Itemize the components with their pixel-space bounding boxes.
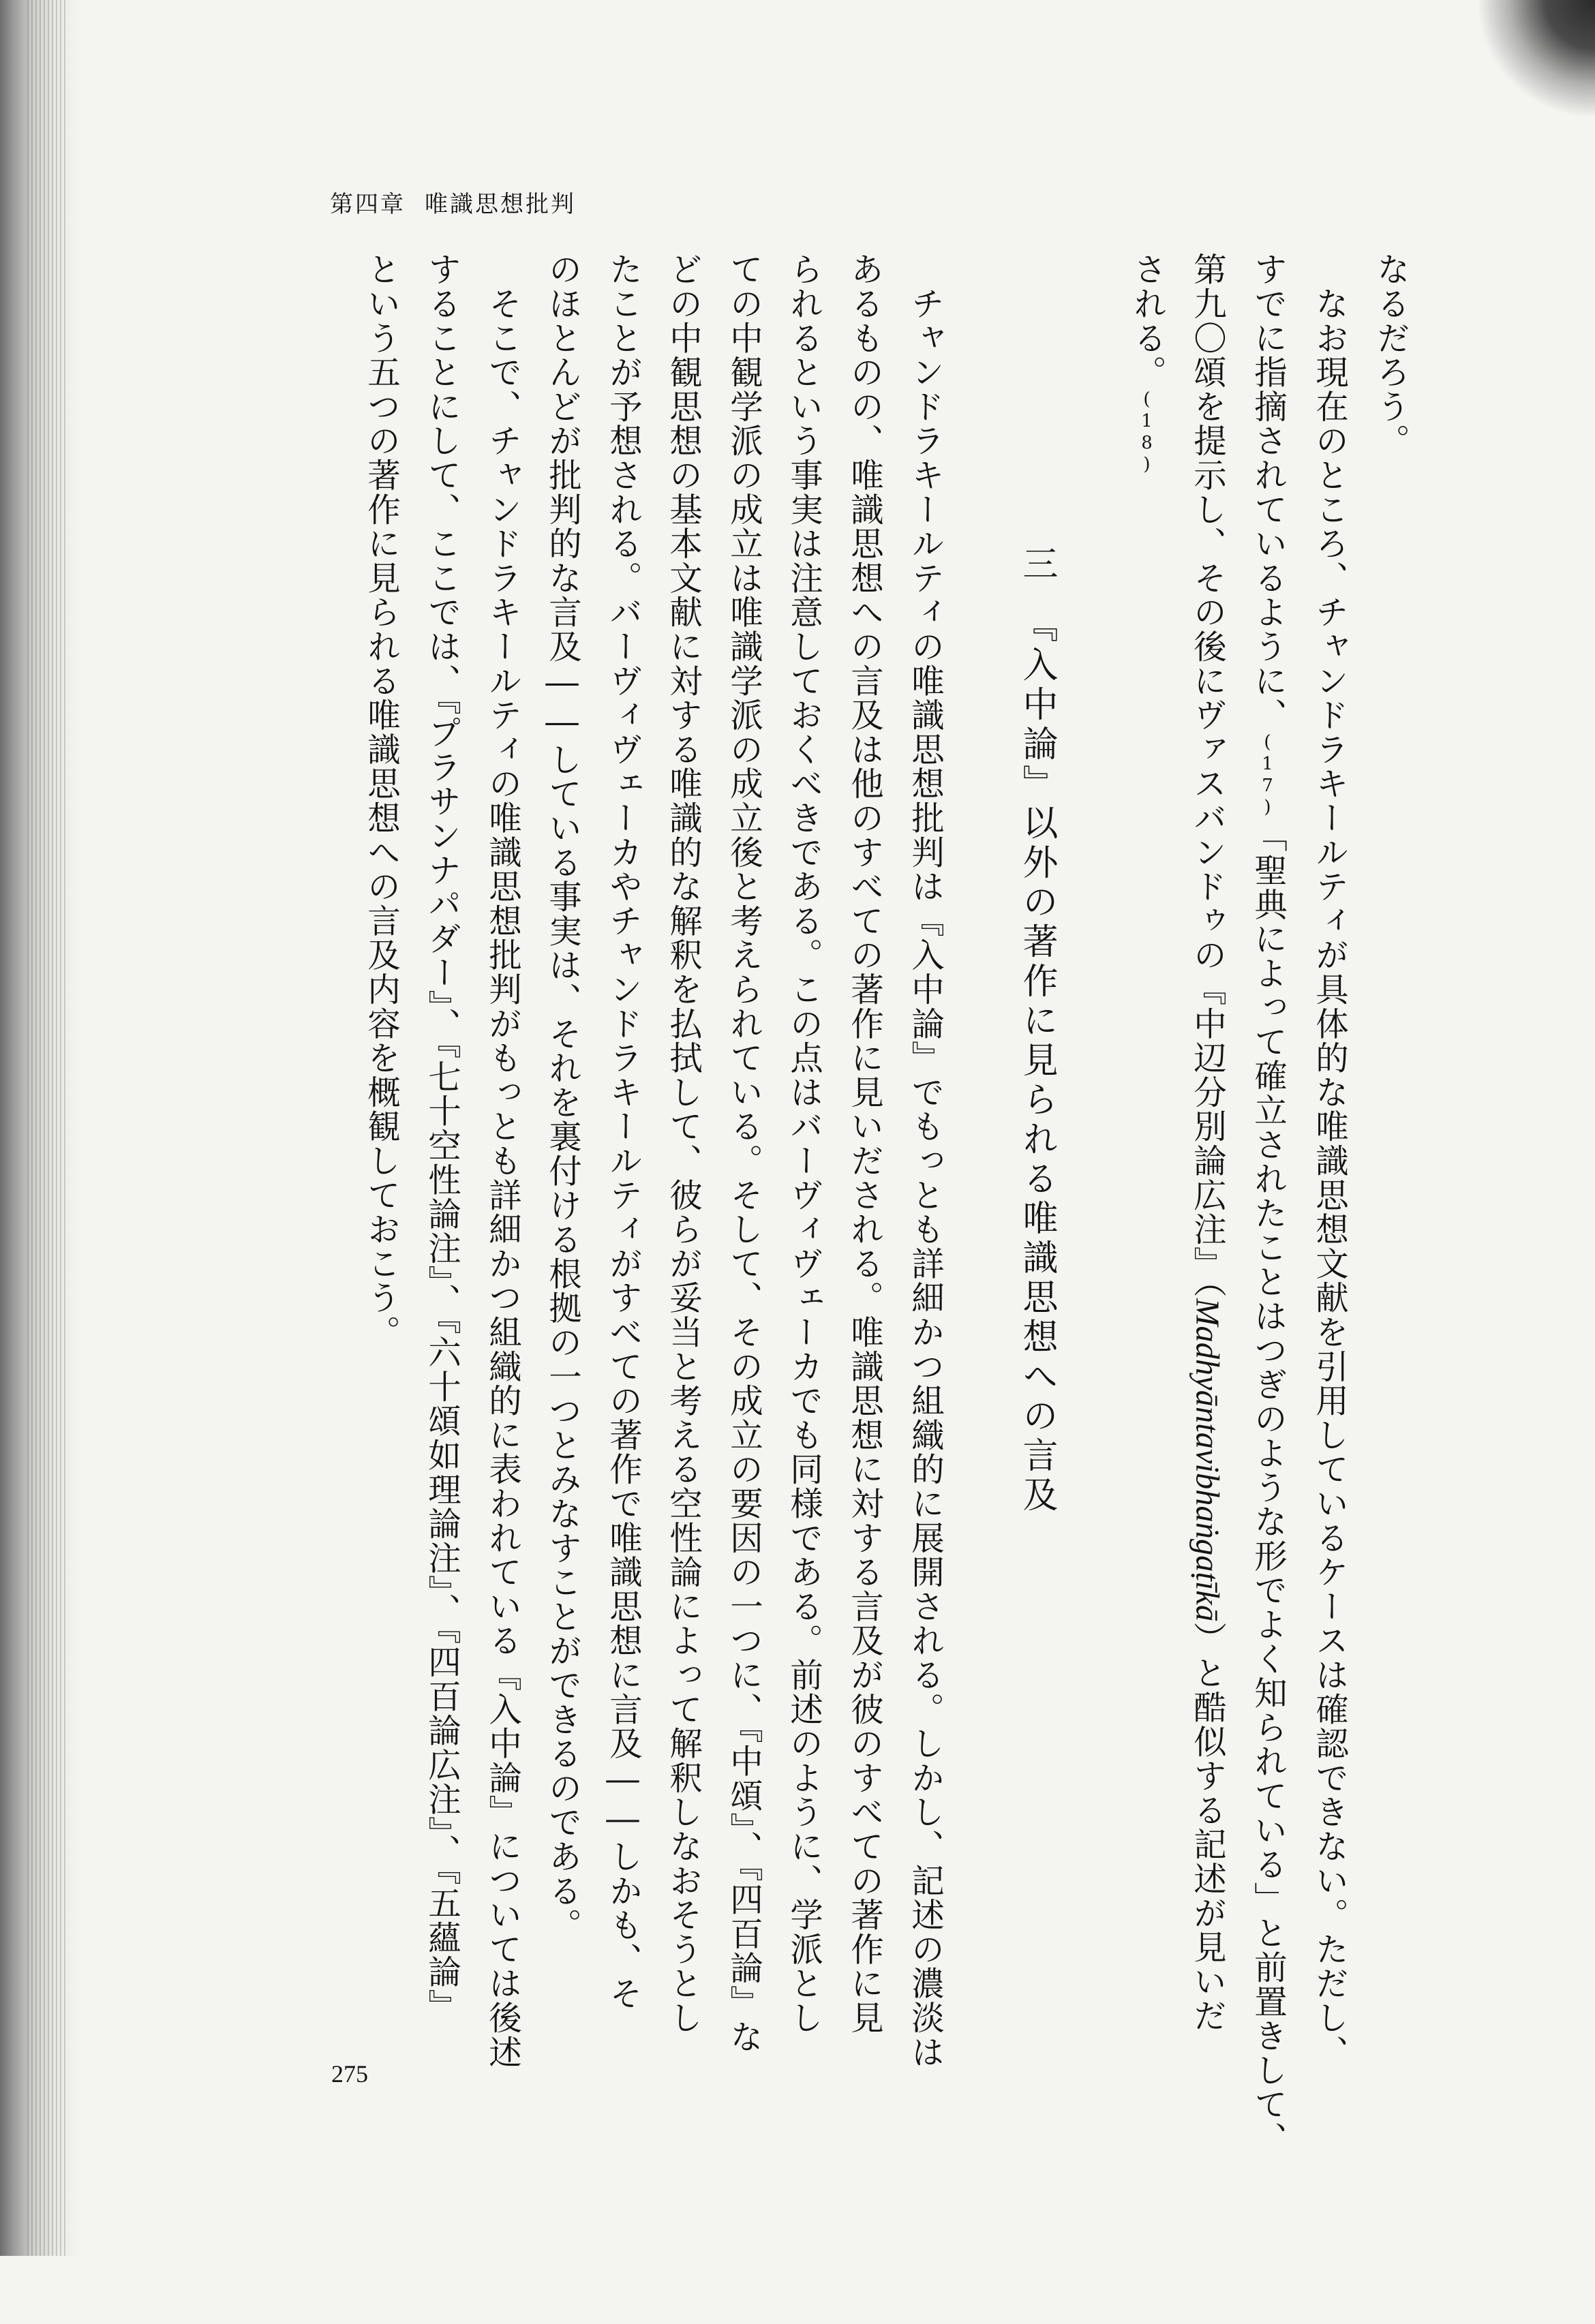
text-segment: なお現在のところ、チャンドラキールティが具体的な唯識思想文献を引用しているケースは確認できない。ただし、 xyxy=(1309,252,1348,2069)
text-column xyxy=(1187,252,1226,2033)
text-segment: 「聖典によって確立されたことはつぎのような形でよく知られている」と前置きして、 xyxy=(1248,819,1287,2156)
page-number: 275 xyxy=(331,2060,368,2088)
text-column xyxy=(1127,252,1166,2031)
text-segment: すでに指摘されているように、 xyxy=(1248,252,1287,733)
text-segment: なるだろう。 xyxy=(1371,252,1410,458)
binding-edge-lines xyxy=(27,0,68,2256)
text-segment: ）と酷似する記述が見いだ xyxy=(1187,1621,1226,2033)
footnote-ref: (18) xyxy=(1136,389,1157,476)
text-column xyxy=(784,252,823,2035)
text-column xyxy=(724,252,763,2054)
text-segment: 第九〇頌を提示し、その後にヴァスバンドゥの『中辺分別論広注』（ xyxy=(1187,252,1226,1299)
text-column xyxy=(845,252,883,2035)
text-column xyxy=(663,252,702,2035)
text-column xyxy=(1371,252,1410,2031)
running-head-chapter: 第四章 xyxy=(330,191,406,218)
text-segment: 三 『入中論』以外の著作に見られる唯識思想への言及 xyxy=(1016,545,1057,1516)
text-segment: どの中観思想の基本文献に対する唯識的な解釈を払拭して、彼らが妥当と考える空性論によって解釈しなおそうとし xyxy=(663,252,702,2035)
text-column xyxy=(545,252,579,2031)
scan-corner-shadow xyxy=(1479,0,1595,116)
text-segment: られるという事実は注意しておくべきである。この点はバーヴィヴェーカでも同様である。前述のように、学派とし xyxy=(784,252,823,2035)
section-heading xyxy=(1016,545,1057,2324)
text-segment: たことが予想される。バーヴィヴェーカやチャンドラキールティがすべての著作で唯識思想に言及――しかも、そ xyxy=(603,252,642,2011)
text-column xyxy=(483,252,521,2069)
text-segment: のほとんどが批判的な言及――している事実は、それを裏付ける根拠の一つとみなすことができるのである。 xyxy=(543,252,581,1942)
text-segment: チャンドラキールティの唯識思想批判は『入中論』でもっとも詳細かつ組織的に展開される。しかし、記述の濃淡は xyxy=(905,252,944,2069)
text-column xyxy=(905,252,944,2069)
text-segment: そこで、チャンドラキールティの唯識思想批判がもっとも詳細かつ組織的に表われている『入中論』については後述 xyxy=(483,252,521,2069)
running-head xyxy=(330,185,576,219)
text-column xyxy=(603,252,642,2031)
text-column xyxy=(361,252,400,2031)
sanskrit-title: Madhyāntavibhaṅgaṭīkā xyxy=(1189,1298,1226,1622)
text-segment: することにして、ここでは、『プラサンナパダー』、『七十空性論注』、『六十頌如理論注』、『四百論広注』、『五蘊論』 xyxy=(422,252,461,2023)
text-column xyxy=(422,252,461,2031)
text-column xyxy=(1248,252,1287,2156)
running-head-title: 唯識思想批判 xyxy=(425,191,576,218)
text-column xyxy=(1309,252,1348,2069)
text-segment: ての中観学派の成立は唯識学派の成立後と考えられている。そして、その成立の要因の一つに、『中頌』、『四百論』な xyxy=(724,252,763,2054)
text-segment: という五つの著作に見られる唯識思想への言及内容を概観しておこう。 xyxy=(361,252,400,1349)
footnote-ref: (17) xyxy=(1257,732,1278,819)
text-segment: される。 xyxy=(1127,252,1166,390)
text-segment: あるものの、唯識思想への言及は他のすべての著作に見いだされる。唯識思想に対する言及が彼のすべての著作に見 xyxy=(845,252,883,2035)
